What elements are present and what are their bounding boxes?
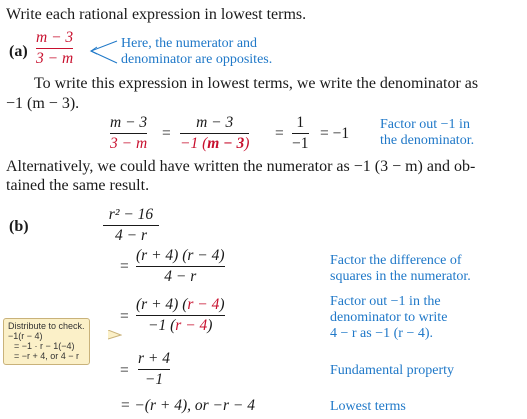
denominator: 4 − r xyxy=(164,268,197,285)
intro-text: Write each rational expression in lowest terms. xyxy=(6,6,307,23)
equals-sign: = xyxy=(162,125,171,142)
denominator: −1 xyxy=(292,135,309,152)
part-a-note2 xyxy=(380,117,474,149)
numerator: r + 4 xyxy=(138,350,170,367)
denominator: −1 xyxy=(144,371,164,388)
note-line: Factor out −1 in xyxy=(380,117,470,132)
numerator xyxy=(136,296,225,313)
note-line: squares in the numerator. xyxy=(330,269,471,284)
eq-a-fraction-2 xyxy=(180,114,249,152)
step4-result: = −(r + 4), or −r − 4 xyxy=(120,397,255,414)
fraction-bar xyxy=(180,133,249,134)
equals-sign: = xyxy=(120,362,129,379)
callout-line: = −r + 4, or 4 − r xyxy=(14,351,80,361)
fraction-bar xyxy=(292,133,309,134)
den-part: r − 4 xyxy=(175,317,208,334)
fraction-bar xyxy=(110,133,147,134)
alt-text-line1: Alternatively, we could have written the numerator as −1 (3 − m) and ob- xyxy=(6,158,476,175)
callout-pointer-icon xyxy=(108,330,122,340)
step2-fraction xyxy=(136,296,225,334)
den-part: m − 3 xyxy=(207,135,245,152)
distribute-check-callout xyxy=(3,318,90,365)
part-b-fraction-0 xyxy=(103,206,159,244)
numerator: m − 3 xyxy=(110,114,148,131)
numerator: r² − 16 xyxy=(108,206,154,223)
alt-text-line2: tained the same result. xyxy=(6,177,150,194)
arrow-icon xyxy=(87,36,119,68)
note-line: Factor the difference of xyxy=(330,253,462,268)
eq-a-result: = −1 xyxy=(320,125,350,142)
denominator: 3 − m xyxy=(110,135,148,152)
numerator: 1 xyxy=(296,114,305,131)
part-a-denominator: 3 − m xyxy=(36,50,74,67)
note-line: denominator to write xyxy=(330,310,448,325)
note-line: 4 − r as −1 (r − 4). xyxy=(330,326,433,341)
step4-note: Lowest terms xyxy=(330,399,406,414)
part-b-label: (b) xyxy=(9,218,29,235)
num-part: (r + 4) ( xyxy=(136,296,188,313)
fraction-bar xyxy=(103,225,159,226)
note-line: Here, the numerator and xyxy=(121,36,258,51)
num-part: ) xyxy=(219,296,225,313)
denominator: 4 − r xyxy=(115,227,147,244)
eq-a-fraction-3 xyxy=(292,114,309,152)
eq-a-fraction-1 xyxy=(110,114,147,152)
step3-fraction xyxy=(138,350,170,388)
fraction-bar xyxy=(136,315,225,316)
fraction-bar xyxy=(36,48,73,49)
note-line: Factor out −1 in the xyxy=(330,294,441,309)
denominator xyxy=(180,135,249,152)
part-a-note xyxy=(121,36,272,68)
den-part: −1 ( xyxy=(180,135,208,152)
equals-sign: = xyxy=(120,308,129,325)
callout-title: Distribute to check. xyxy=(8,321,85,331)
part-a-text-line2: −1 (m − 3). xyxy=(6,95,80,112)
numerator: (r + 4) (r − 4) xyxy=(136,247,225,264)
step1-note xyxy=(330,253,471,285)
callout-line: = −1 · r − 1(−4) xyxy=(14,341,75,351)
part-a-text-line1: To write this expression in lowest terms, we write the denominator as xyxy=(34,75,479,92)
step3-note: Fundamental property xyxy=(330,363,455,378)
numerator: m − 3 xyxy=(196,114,234,131)
part-a-label: (a) xyxy=(9,43,28,60)
part-a-fraction xyxy=(36,29,73,67)
equals-sign: = xyxy=(275,125,284,142)
num-part: r − 4 xyxy=(187,296,220,313)
callout-line: −1(r − 4) xyxy=(8,331,43,341)
denominator xyxy=(148,317,212,334)
note-line: the denominator. xyxy=(380,133,475,148)
step1-fraction xyxy=(136,247,225,285)
part-a-numerator: m − 3 xyxy=(36,29,74,46)
den-part: ) xyxy=(244,135,250,152)
equals-sign: = xyxy=(120,258,129,275)
step2-note xyxy=(330,294,447,342)
den-part: −1 ( xyxy=(148,317,176,334)
fraction-bar xyxy=(136,266,225,267)
den-part: ) xyxy=(207,317,213,334)
fraction-bar xyxy=(138,369,170,370)
note-line: denominator are opposites. xyxy=(121,52,273,67)
